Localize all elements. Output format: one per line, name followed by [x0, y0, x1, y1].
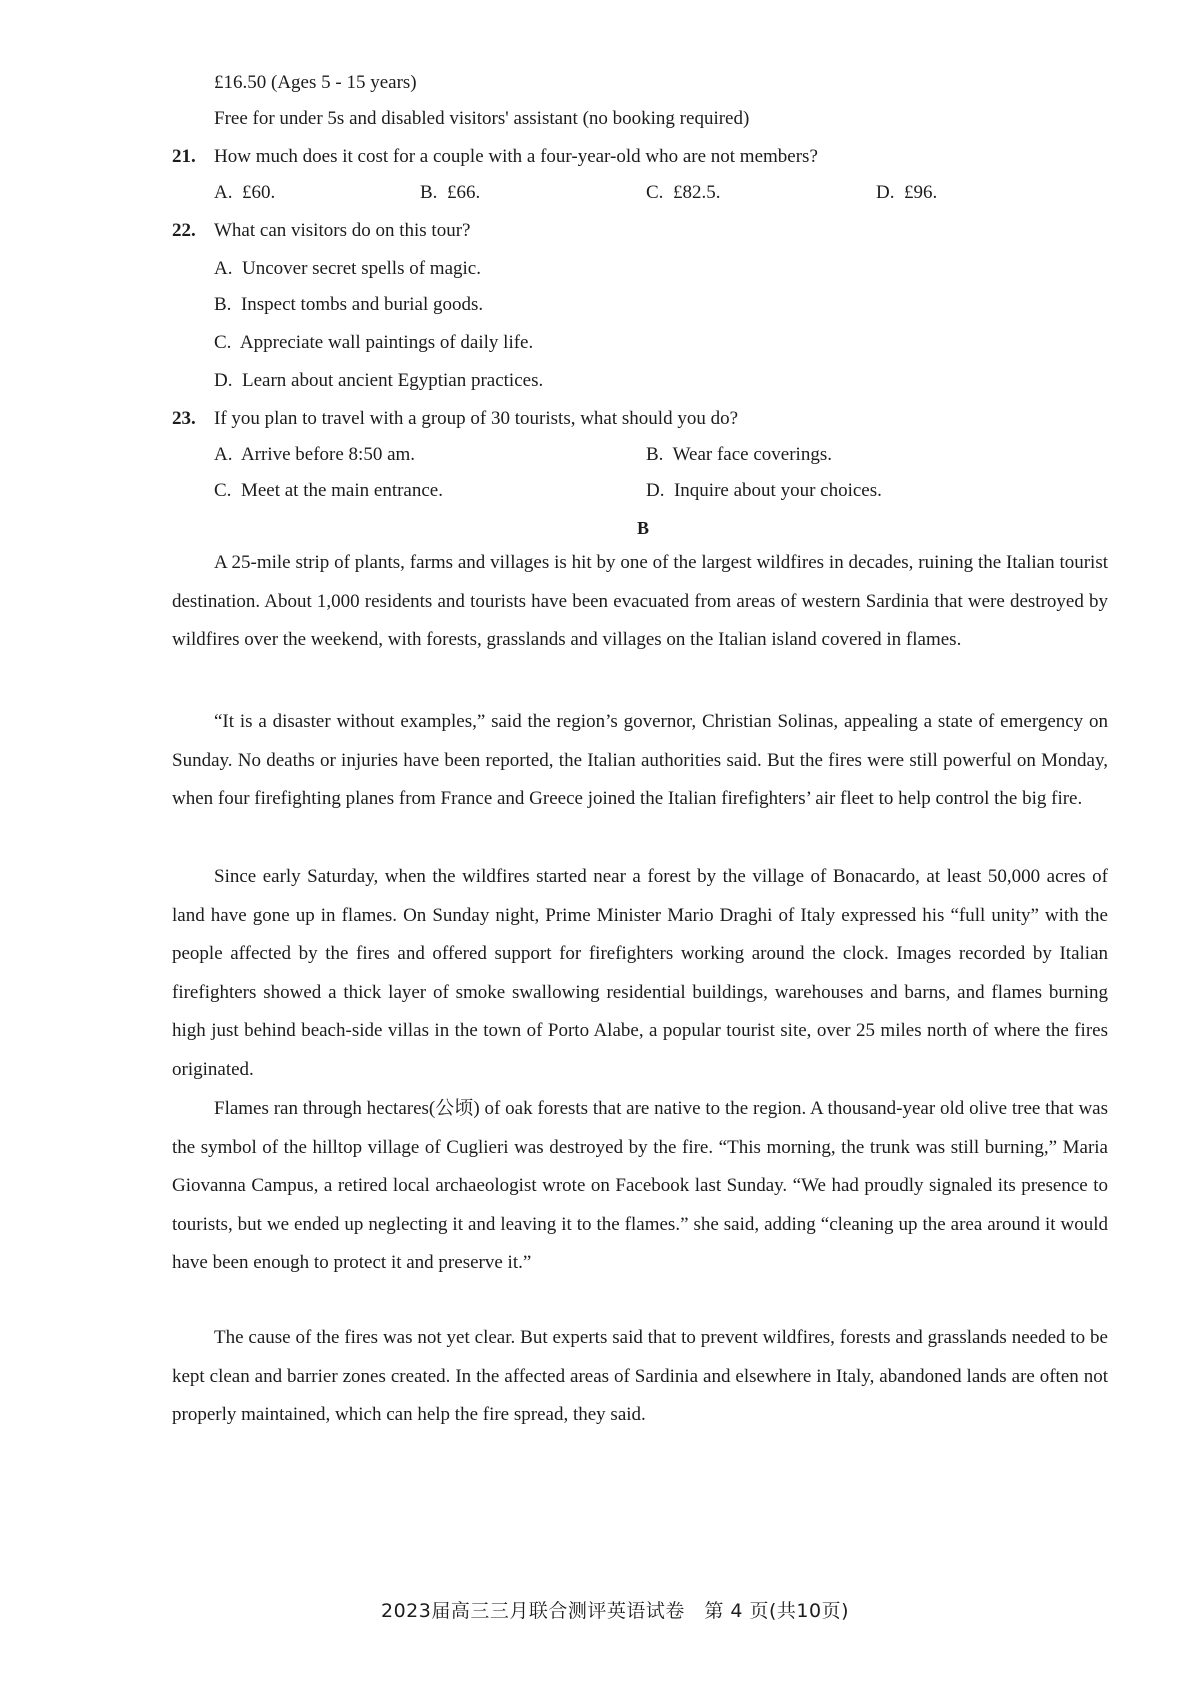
page-footer: 2023届高三三月联合测评英语试卷 第 4 页(共10页): [380, 1600, 850, 1622]
option-text: Inquire about your choices.: [673, 480, 882, 501]
option-label: D.: [214, 370, 233, 391]
section-b-title: B: [636, 518, 649, 538]
passage-paragraph: “It is a disaster without examples,” said the region’s governor, Christian Solinas, appealing a state of emergency on Sunday. No deaths or injuries have been reported, the Italian authorities said. But the fires were still powerful on Monday, when four firefighting planes from France and Greece joined the Italian firefighters’ air fleet to help control the big fire.: [172, 711, 1108, 809]
question-number: 21.: [172, 146, 196, 167]
option-text: £96.: [903, 182, 938, 203]
option-text: £66.: [446, 182, 481, 203]
question-text: If you plan to travel with a group of 30 tourists, what should you do?: [214, 408, 739, 429]
option-label: D.: [876, 182, 895, 203]
option-label: C.: [214, 480, 232, 501]
option-c: [214, 480, 443, 502]
option-label: A.: [214, 444, 233, 465]
option-text: £82.5.: [672, 182, 721, 203]
passage-paragraph: Since early Saturday, when the wildfires started near a forest by the village of Bonacardo, at least 50,000 acres of land have gone up in flames. On Sunday night, Prime Minister Mario Draghi of Italy expressed his “full unity” with the people affected by the fires and offered support for firefighters working around the clock. Images recorded by Italian firefighters showed a thick layer of smoke swallowing residential buildings, warehouses and barns, and flames burning high just behind beach-side villas in the town of Porto Alabe, a popular tourist site, over 25 miles north of where the fires originated.: [172, 866, 1108, 1080]
child-price-line: £16.50 (Ages 5 - 15 years): [214, 72, 417, 93]
option-text: Arrive before 8:50 am.: [240, 444, 416, 465]
option-a: [214, 444, 415, 466]
option-b: [214, 294, 483, 316]
option-text: Learn about ancient Egyptian practices.: [241, 370, 544, 391]
option-label: C.: [214, 332, 232, 353]
option-label: A.: [214, 182, 233, 203]
option-label: D.: [646, 480, 665, 501]
passage-paragraph: A 25-mile strip of plants, farms and villages is hit by one of the largest wildfires in decades, ruining the Italian tourist destination. About 1,000 residents and tourists have been evacuated from areas of western Sardinia that were destroyed by wildfires over the weekend, with forests, grasslands and villages on the Italian island covered in flames.: [172, 552, 1108, 650]
option-label: B.: [214, 294, 232, 315]
option-d: [876, 182, 937, 204]
option-a: [214, 258, 481, 280]
option-a: [214, 182, 275, 204]
option-label: A.: [214, 258, 233, 279]
option-text: Meet at the main entrance.: [240, 480, 443, 501]
option-b: [420, 182, 480, 204]
question-number: 22.: [172, 220, 196, 241]
option-label: B.: [646, 444, 664, 465]
option-b: [646, 444, 832, 466]
question-text: What can visitors do on this tour?: [214, 220, 471, 241]
option-text: Appreciate wall paintings of daily life.: [239, 332, 534, 353]
free-entry-note: Free for under 5s and disabled visitors' assistant (no booking required): [214, 108, 750, 129]
passage-paragraph: Flames ran through hectares(公顷) of oak forests that are native to the region. A thousand-year old olive tree that was the symbol of the hilltop village of Cuglieri was destroyed by the fire. “This morning, the trunk was still burning,” Maria Giovanna Campus, a retired local archaeologist wrote on Facebook last Sunday. “We had proudly signaled its presence to tourists, but we ended up neglecting it and leaving it to the flames.” she said, adding “cleaning up the area around it would have been enough to protect it and preserve it.”: [172, 1098, 1108, 1273]
question-text: How much does it cost for a couple with a four-year-old who are not members?: [214, 146, 818, 167]
option-text: Uncover secret spells of magic.: [241, 258, 481, 279]
option-label: C.: [646, 182, 664, 203]
option-label: B.: [420, 182, 438, 203]
option-d: [214, 370, 543, 392]
option-c: [646, 182, 720, 204]
option-text: Inspect tombs and burial goods.: [240, 294, 484, 315]
passage-paragraph: The cause of the fires was not yet clear. But experts said that to prevent wildfires, forests and grasslands needed to be kept clean and barrier zones created. In the affected areas of Sardinia and elsewhere in Italy, abandoned lands are often not properly maintained, which can help the fire spread, they said.: [172, 1327, 1108, 1425]
option-c: [214, 332, 533, 354]
question-number: 23.: [172, 408, 196, 429]
option-text: Wear face coverings.: [672, 444, 832, 465]
option-d: [646, 480, 882, 502]
option-text: £60.: [241, 182, 276, 203]
